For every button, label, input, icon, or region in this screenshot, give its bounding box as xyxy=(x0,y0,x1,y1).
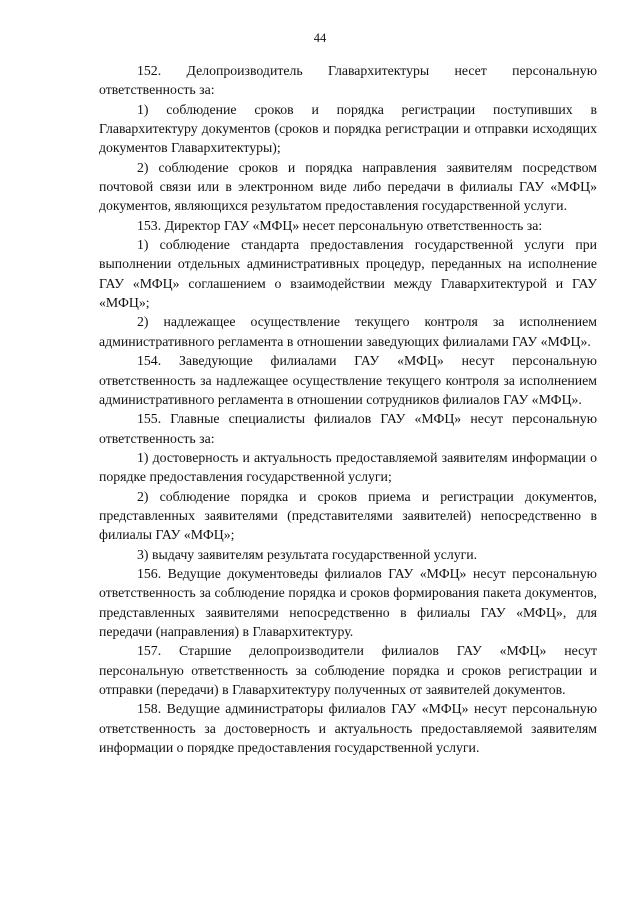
paragraph-157: 157. Старшие делопроизводители филиалов ГАУ «МФЦ» несут персональную ответственность за соблюдение порядка и сроков регистрации и отправки (передачи) в Главархитектуру полученных от заявителей документов. xyxy=(99,643,597,697)
document-body xyxy=(99,61,597,757)
paragraph-155-item-2: 2) соблюдение порядка и сроков приема и регистрации документов, представленных заявителями (представителями заявителей) непосредственно в филиалы ГАУ «МФЦ»; xyxy=(99,488,597,543)
paragraph-156: 156. Ведущие документоведы филиалов ГАУ «МФЦ» несут персональную ответственность за соблюдение порядка и сроков формирования пакета документов, представленных заявителями непосредственно в филиалы ГАУ «МФЦ», для передачи (направления) в Главархитектуру. xyxy=(99,565,597,639)
paragraph-155-item-1: 1) достоверность и актуальность предоставляемой заявителям информации о порядке предоставления государственной услуги; xyxy=(99,449,597,485)
paragraph-152-item-2: 2) соблюдение сроков и порядка направления заявителям посредством почтовой связи или в электронном виде либо передачи в филиалы ГАУ «МФЦ» документов, являющихся результатом предоставления государственной услуги. xyxy=(99,159,597,214)
paragraph-153-item-2: 2) надлежащее осуществление текущего контроля за исполнением административного регламента в отношении заведующих филиалами ГАУ «МФЦ». xyxy=(99,314,597,349)
paragraph-154: 154. Заведующие филиалами ГАУ «МФЦ» несут персональную ответственность за надлежащее осуществление текущего контроля за исполнением административного регламента в отношении сотрудников филиалов ГАУ «МФЦ». xyxy=(99,353,597,407)
paragraph-155-item-3: 3) выдачу заявителям результата государственной услуги. xyxy=(137,546,478,562)
paragraph-155: 155. Главные специалисты филиалов ГАУ «МФЦ» несут персональную ответственность за: xyxy=(99,411,597,446)
paragraph-158: 158. Ведущие администраторы филиалов ГАУ «МФЦ» несут персональную ответственность за достоверность и актуальность предоставляемой заявителям информации о порядке предоставления государственной услуги. xyxy=(99,701,597,756)
page-number: 44 xyxy=(313,31,327,45)
paragraph-153-item-1: 1) соблюдение стандарта предоставления государственной услуги при выполнении отдельных административных процедур, переданных на исполнение ГАУ «МФЦ» соглашением о взаимодействии между Главархитектурой и ГАУ «МФЦ»; xyxy=(99,237,597,311)
paragraph-152-item-1: 1) соблюдение сроков и порядка регистрации поступивших в Главархитектуру документов (сроков и порядка регистрации и отправки исходящих документов Главархитектуры); xyxy=(99,101,597,156)
paragraph-153: 153. Директор ГАУ «МФЦ» несет персональную ответственность за: xyxy=(137,217,543,233)
paragraph-152: 152. Делопроизводитель Главархитектуры несет персональную ответственность за: xyxy=(99,63,597,98)
